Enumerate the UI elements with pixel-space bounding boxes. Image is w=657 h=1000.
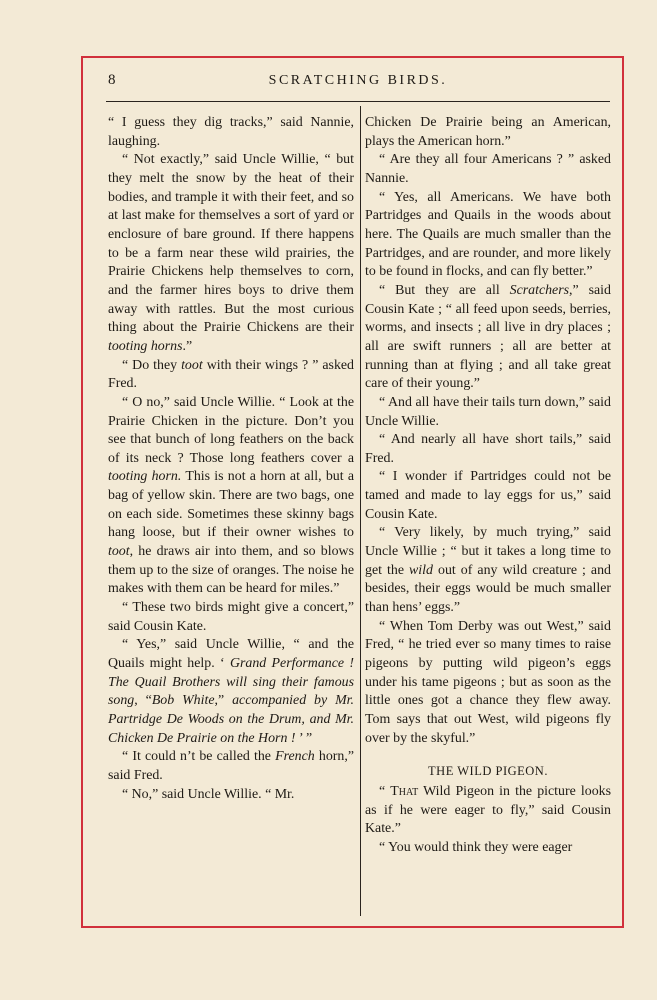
italic-text: tooting horns bbox=[108, 338, 183, 354]
paragraph bbox=[365, 468, 611, 524]
left-column bbox=[108, 114, 354, 804]
text-run: “ I wonder if Partridges could not be tamed and made to lay eggs for us,” said Cousin Kate. bbox=[365, 469, 611, 522]
paragraph bbox=[108, 636, 354, 748]
text-run: This is not a horn at all, but a bag of yellow skin. There are two bags, one on each side. Sometimes these skinny bags hang loose, but if their owner wishes to bbox=[108, 469, 354, 541]
paragraph bbox=[108, 599, 354, 636]
paragraph bbox=[365, 618, 611, 749]
paragraph bbox=[365, 783, 611, 839]
italic-text: accompanied by Mr. Partridge De Woods on the Drum, and Mr. Chicken De Prairie on the Horn ! bbox=[108, 693, 354, 746]
text-run: “ Are they all four Americans ? ” asked Nannie. bbox=[365, 152, 611, 186]
paragraph bbox=[108, 357, 354, 394]
text-run: with their wings ? ” asked Fred. bbox=[108, 357, 354, 392]
italic-text: wild bbox=[409, 562, 433, 578]
italic-text: Bob White bbox=[151, 693, 215, 709]
column-divider bbox=[360, 106, 361, 916]
paragraph bbox=[365, 394, 611, 431]
paragraph bbox=[108, 394, 354, 599]
text-run: “ I guess they dig tracks,” said Nannie, laughing. bbox=[108, 115, 354, 149]
paragraph bbox=[365, 839, 611, 858]
text-run: ,” bbox=[214, 693, 233, 709]
text-run: “ Very likely, by much trying,” said Uncle Willie ; “ but it takes a long time to get the bbox=[365, 525, 611, 578]
text-run: “ No,” said Uncle Willie. “ Mr. bbox=[122, 786, 295, 802]
text-run: “ When Tom Derby was out West,” said Fred, “ he tried ever so many times to raise pigeons by putting wild pigeon’s eggs under his tame pigeons ; but as soon as the little ones got a chance they flew away. Tom says that out West, wild pigeons fly over by the skyful.” bbox=[365, 618, 611, 746]
text-run: That bbox=[390, 783, 419, 799]
running-title: SCRATCHING BIRDS. bbox=[268, 73, 448, 88]
italic-text: tooting horn. bbox=[108, 469, 182, 485]
paragraph bbox=[108, 151, 354, 356]
text-run: “ And nearly all have short tails,” said Fred. bbox=[365, 432, 611, 466]
text-run: .” bbox=[182, 338, 193, 354]
text-run: “ And all have their tails turn down,” said Uncle Willie. bbox=[365, 394, 611, 429]
text-run: Chicken De Prairie being an American, plays the American horn.” bbox=[365, 115, 611, 149]
paragraph bbox=[365, 524, 611, 617]
page-header bbox=[105, 72, 611, 94]
paragraph bbox=[365, 151, 611, 188]
text-run: “ These two birds might give a concert,” said Cousin Kate. bbox=[108, 600, 354, 634]
text-run: “ O no,” said Uncle Willie. “ Look at the Prairie Chicken in the picture. Don’t you see that bunch of long feathers on the back of its neck ? Those long feathers cover a bbox=[108, 394, 354, 466]
italic-text: Scratchers bbox=[509, 282, 570, 298]
paragraph bbox=[365, 282, 611, 394]
paragraph bbox=[108, 114, 354, 151]
page-number: 8 bbox=[108, 72, 116, 88]
text-run: , he draws air into them, and so blows them up to the size of oranges. The noise he makes with them can be heard for miles.” bbox=[108, 544, 354, 597]
text-run: “ But they are all bbox=[379, 282, 510, 298]
section-heading bbox=[365, 762, 611, 781]
paragraph bbox=[108, 748, 354, 785]
text-run: Wild Pigeon in the picture looks as if he were eager to fly,” said Cousin Kate.” bbox=[365, 783, 611, 837]
text-run: THE WILD PIGEON. bbox=[428, 764, 548, 779]
paragraph bbox=[365, 431, 611, 468]
paragraph bbox=[365, 189, 611, 282]
text-run: “ Not exactly,” said Uncle Willie, “ but they melt the snow by the heat of their bodies, and trample it with their feet, and so at last make for themselves a sort of yard or enclosure of bare ground. If there happens to be a farm near these wild prairies, the Prairie Chickens help themselves to corn, and the farmer hires boys to drive them away with rattles. But the most curious thing about the Prairie Chickens are their bbox=[108, 152, 354, 336]
italic-text: Grand Performance ! The Quail Brothers will sing their famous song bbox=[108, 656, 354, 709]
text-run: ,” said Cousin Kate ; “ all feed upon seeds, berries, worms, and insects ; all live in dry places ; all are swift runners ; all are better at running than at flying ; and all take great care of their young.” bbox=[365, 282, 611, 392]
right-column bbox=[365, 114, 611, 858]
italic-text: French bbox=[275, 749, 315, 765]
text-run: horn,” said Fred. bbox=[108, 749, 354, 783]
italic-text: toot bbox=[181, 357, 203, 373]
italic-text: toot bbox=[108, 544, 130, 560]
text-run: “ bbox=[379, 783, 391, 799]
header-rule bbox=[106, 101, 610, 102]
text-run: , “ bbox=[134, 693, 152, 709]
paragraph bbox=[365, 114, 611, 151]
text-run: “ You would think they were eager bbox=[379, 839, 573, 855]
text-run: “ Yes, all Americans. We have both Partridges and Quails in the woods about here. The Quails are much smaller than the Partridges, and are rounder, and more likely to be found in flocks, and can fly better.” bbox=[365, 189, 611, 280]
text-run: “ Do they bbox=[122, 357, 182, 373]
text-run: ’ ” bbox=[295, 730, 313, 746]
text-run: out of any wild creature ; and besides, their eggs would be much smaller than hens’ eggs.” bbox=[365, 562, 611, 616]
text-run: “ Yes,” said Uncle Willie, “ and the Quails might help. ‘ bbox=[108, 637, 354, 672]
text-run: “ It could n’t be called the bbox=[122, 749, 276, 765]
paragraph bbox=[108, 786, 354, 805]
